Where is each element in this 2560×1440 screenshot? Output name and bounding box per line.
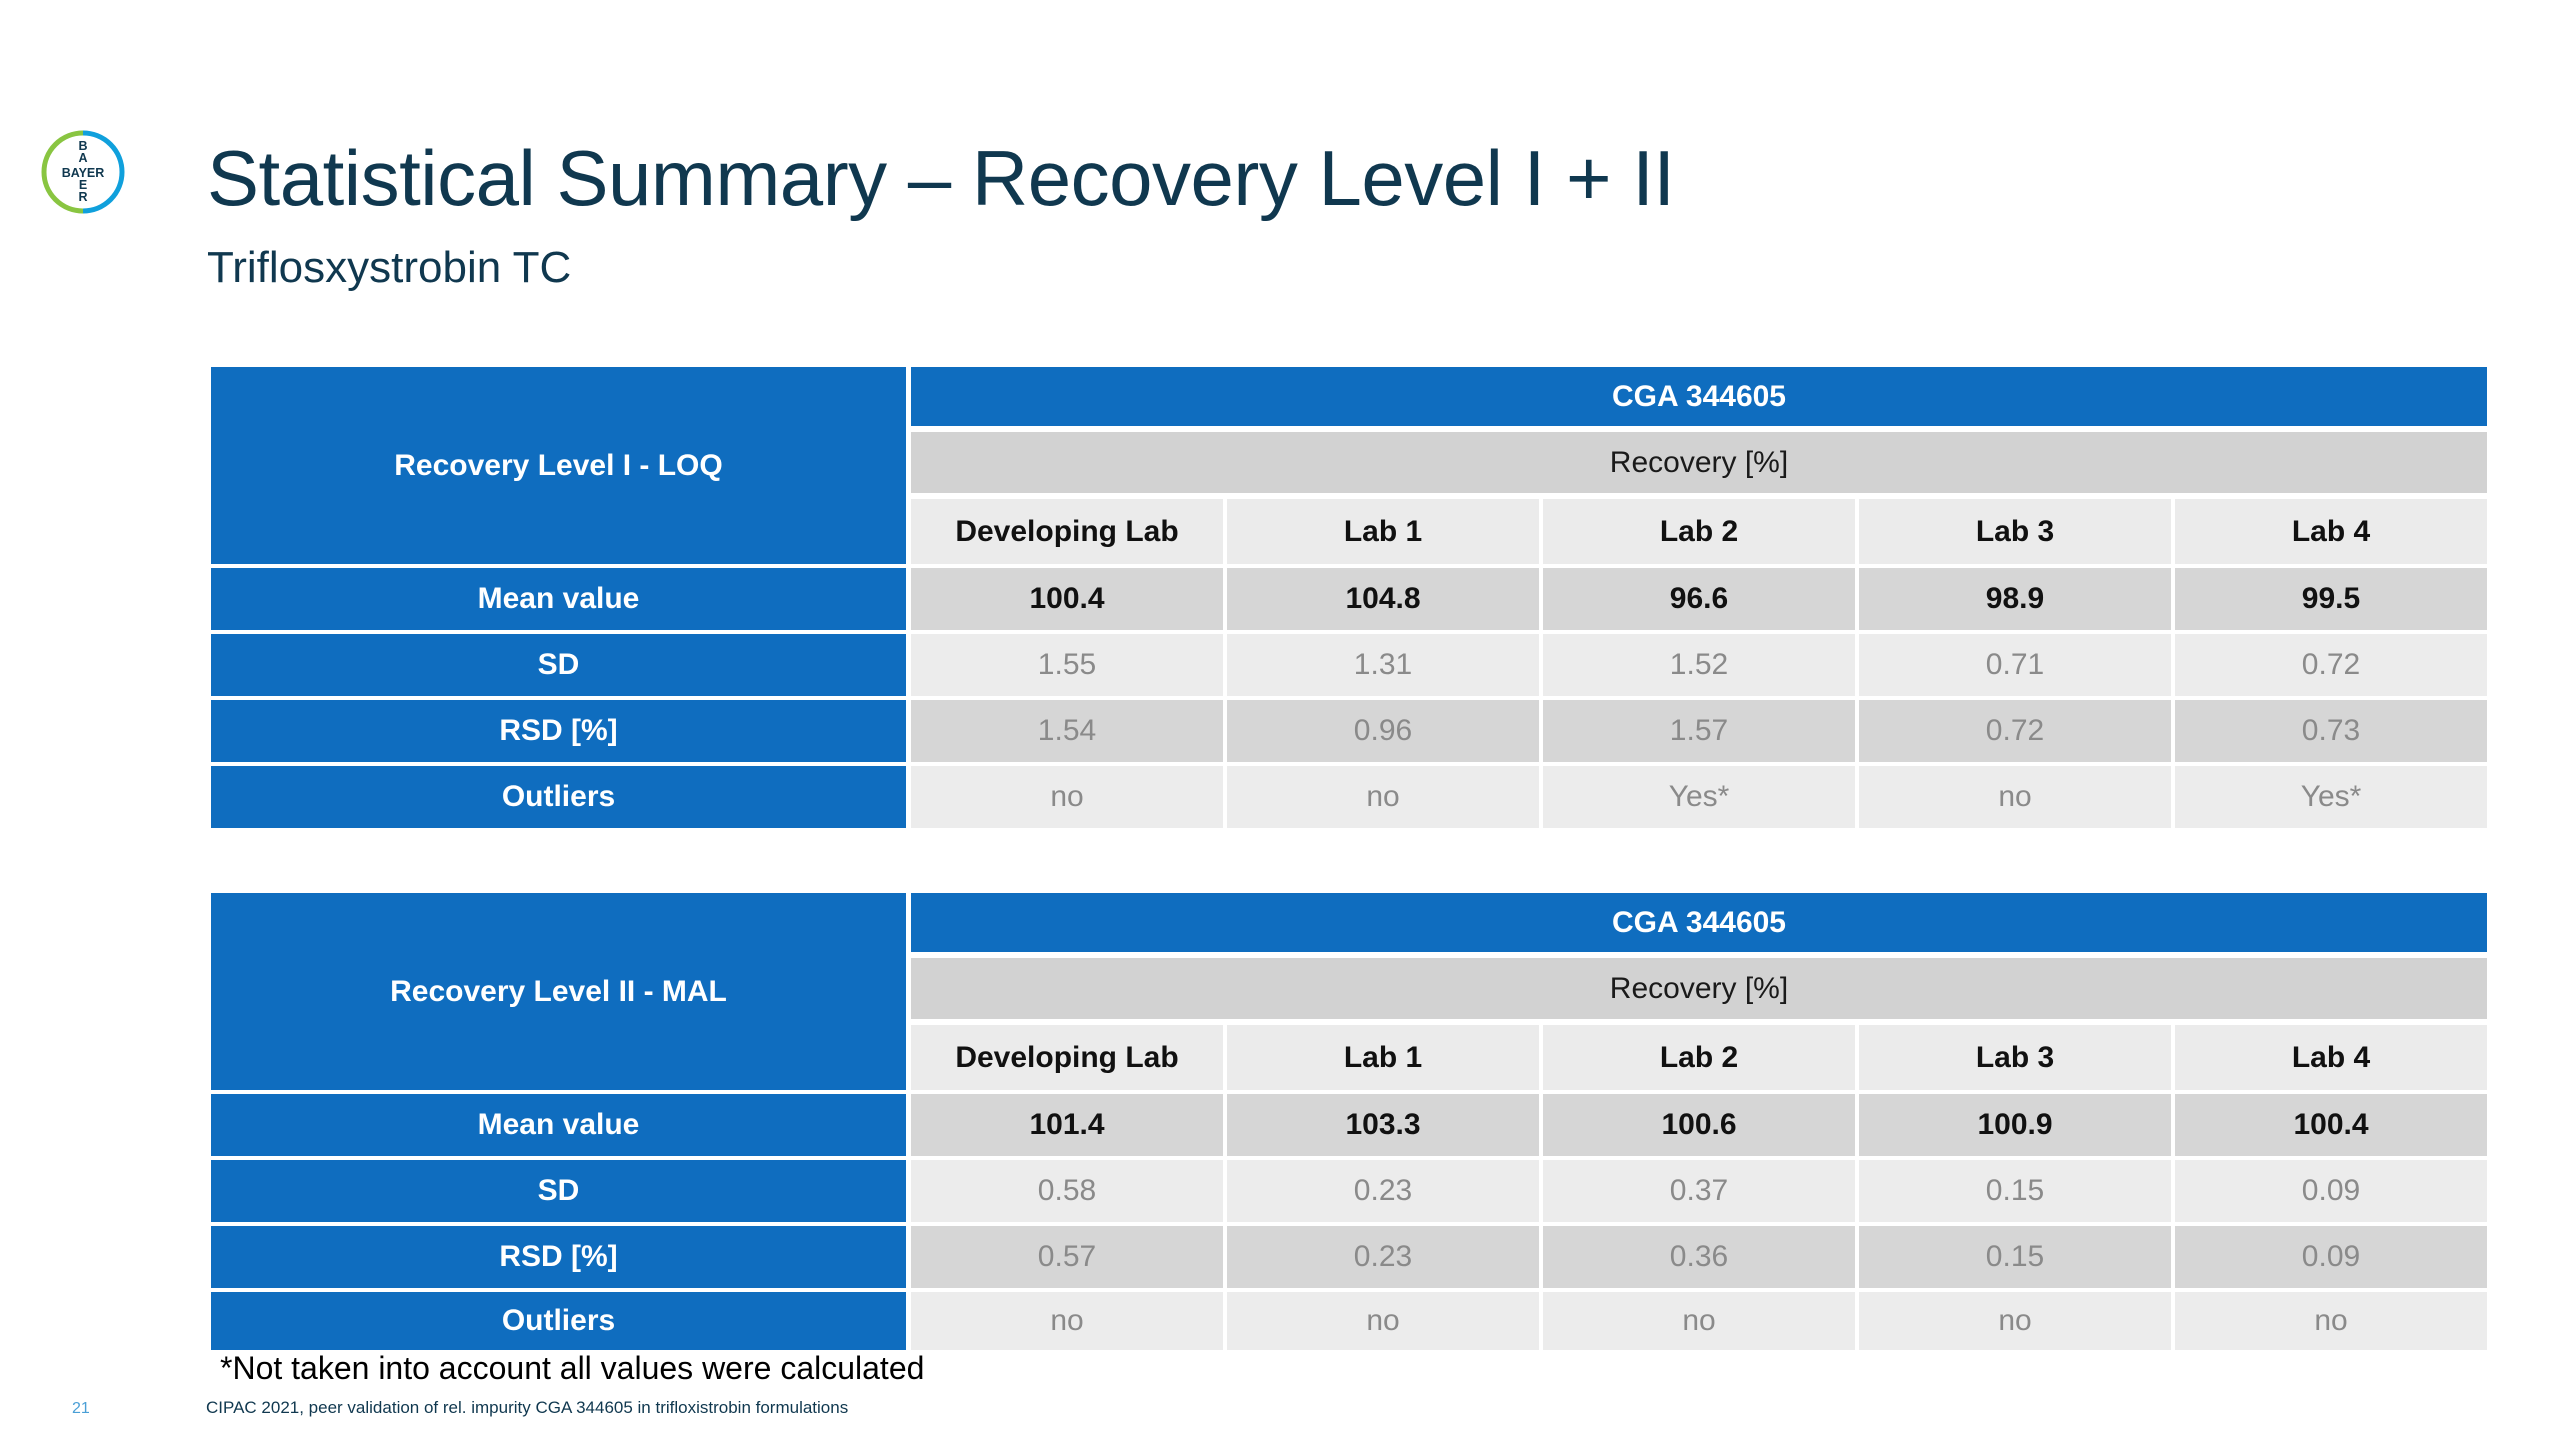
table-cell: 96.6 xyxy=(1543,568,1855,630)
table-cell: no xyxy=(1227,1292,1539,1350)
table-cell: Yes* xyxy=(1543,766,1855,828)
table-cell: 99.5 xyxy=(2175,568,2487,630)
table-cell: 0.09 xyxy=(2175,1226,2487,1288)
table-cell: 0.23 xyxy=(1227,1160,1539,1222)
compound-header: CGA 344605 xyxy=(911,367,2487,426)
table-cell: 0.36 xyxy=(1543,1226,1855,1288)
table-cell: 0.58 xyxy=(911,1160,1223,1222)
column-header: Lab 4 xyxy=(2175,499,2487,564)
table-cell: no xyxy=(1859,766,2171,828)
table-cell: 0.23 xyxy=(1227,1226,1539,1288)
column-header: Developing Lab xyxy=(911,499,1223,564)
unit-header: Recovery [%] xyxy=(911,958,2487,1019)
column-header: Developing Lab xyxy=(911,1025,1223,1090)
column-header: Lab 1 xyxy=(1227,1025,1539,1090)
row-label: Mean value xyxy=(211,1094,906,1156)
table-cell: 0.15 xyxy=(1859,1160,2171,1222)
table-cell: 0.73 xyxy=(2175,700,2487,762)
table-cell: 0.15 xyxy=(1859,1226,2171,1288)
table-cell: 1.31 xyxy=(1227,634,1539,696)
svg-text:B: B xyxy=(78,139,88,153)
table-cell: no xyxy=(1543,1292,1855,1350)
column-header: Lab 2 xyxy=(1543,1025,1855,1090)
table-cell: 0.72 xyxy=(1859,700,2171,762)
row-label: Outliers xyxy=(211,766,906,828)
recovery-table-level-2 xyxy=(211,893,2487,1357)
table-cell: 0.96 xyxy=(1227,700,1539,762)
svg-text:R: R xyxy=(78,190,88,204)
table-cell: 98.9 xyxy=(1859,568,2171,630)
table-cell: 100.4 xyxy=(2175,1094,2487,1156)
table-cell: 0.71 xyxy=(1859,634,2171,696)
column-header: Lab 3 xyxy=(1859,499,2171,564)
table-cell: no xyxy=(2175,1292,2487,1350)
svg-text:A: A xyxy=(78,151,88,165)
svg-text:E: E xyxy=(78,178,88,192)
table-cell: 1.54 xyxy=(911,700,1223,762)
page-subtitle: Triflosxystrobin TC xyxy=(207,243,572,292)
table-cell: 1.52 xyxy=(1543,634,1855,696)
table-cell: no xyxy=(1227,766,1539,828)
table-cell: 0.57 xyxy=(911,1226,1223,1288)
page-title: Statistical Summary – Recovery Level I + II xyxy=(207,134,1675,222)
recovery-table-level-1 xyxy=(211,367,2487,831)
table-cell: no xyxy=(1859,1292,2171,1350)
column-header: Lab 4 xyxy=(2175,1025,2487,1090)
table-cell: 1.57 xyxy=(1543,700,1855,762)
table-row-label: Recovery Level I - LOQ xyxy=(211,367,906,564)
row-label: Outliers xyxy=(211,1292,906,1350)
table-cell: 101.4 xyxy=(911,1094,1223,1156)
table-cell: Yes* xyxy=(2175,766,2487,828)
table-cell: 0.09 xyxy=(2175,1160,2487,1222)
table-cell: 1.55 xyxy=(911,634,1223,696)
compound-header: CGA 344605 xyxy=(911,893,2487,952)
row-label: SD xyxy=(211,634,906,696)
unit-header: Recovery [%] xyxy=(911,432,2487,493)
column-header: Lab 2 xyxy=(1543,499,1855,564)
svg-text:BAYER: BAYER xyxy=(61,166,105,180)
row-label: Mean value xyxy=(211,568,906,630)
source-citation: CIPAC 2021, peer validation of rel. impurity CGA 344605 in trifloxistrobin formulations xyxy=(206,1398,849,1417)
table-cell: no xyxy=(911,1292,1223,1350)
table-cell: no xyxy=(911,766,1223,828)
row-label: RSD [%] xyxy=(211,700,906,762)
bayer-logo xyxy=(40,129,126,215)
column-header: Lab 3 xyxy=(1859,1025,2171,1090)
table-cell: 100.6 xyxy=(1543,1094,1855,1156)
row-label: RSD [%] xyxy=(211,1226,906,1288)
page-number: 21 xyxy=(72,1400,90,1417)
table-cell: 0.37 xyxy=(1543,1160,1855,1222)
table-row-label: Recovery Level II - MAL xyxy=(211,893,906,1090)
table-cell: 0.72 xyxy=(2175,634,2487,696)
table-cell: 103.3 xyxy=(1227,1094,1539,1156)
column-header: Lab 1 xyxy=(1227,499,1539,564)
table-cell: 100.4 xyxy=(911,568,1223,630)
row-label: SD xyxy=(211,1160,906,1222)
table-cell: 100.9 xyxy=(1859,1094,2171,1156)
footnote: *Not taken into account all values were calculated xyxy=(220,1350,925,1386)
table-cell: 104.8 xyxy=(1227,568,1539,630)
